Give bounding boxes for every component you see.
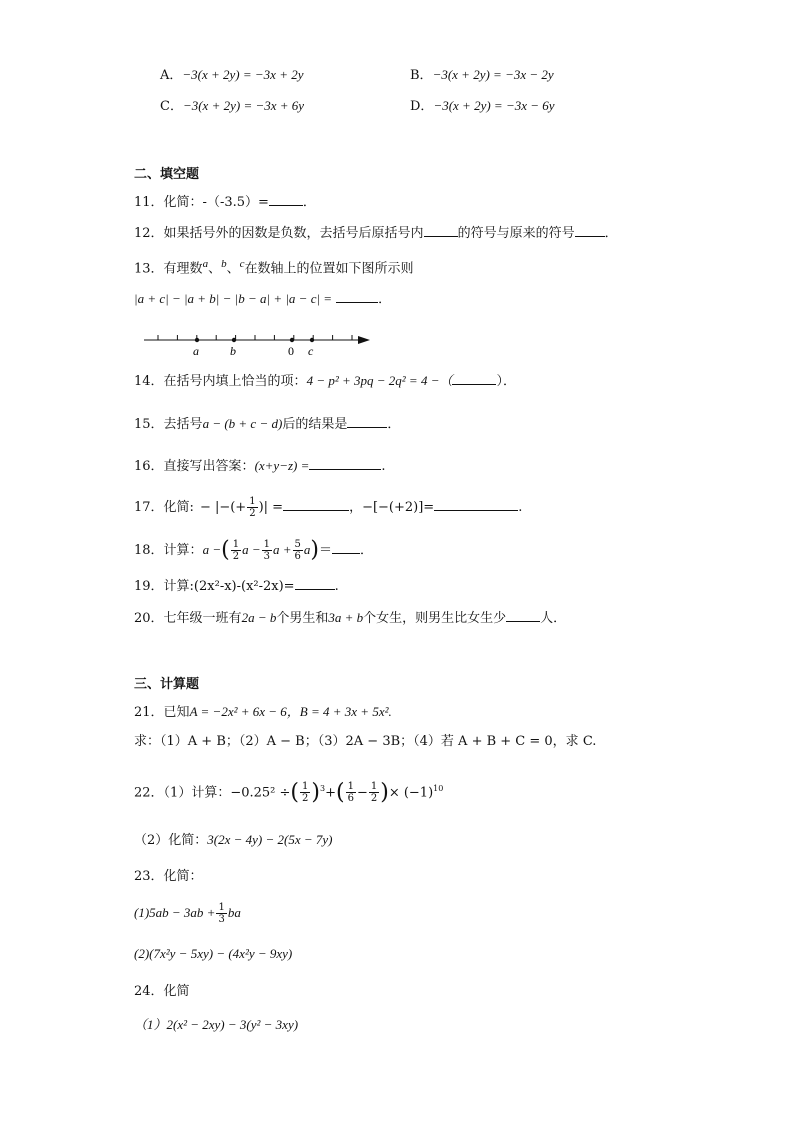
q12-end: ． (604, 226, 618, 241)
q22-frac-2-den: 6 (347, 793, 354, 805)
q15-end: ． (387, 417, 401, 432)
q17-number: 17． (134, 500, 164, 515)
q11-text: 化简：-（-3.5）= (163, 195, 269, 210)
q22-exponent-1: 3 (319, 784, 326, 793)
q18-pre: a − (202, 542, 222, 557)
q24-sub-1 (134, 1016, 298, 1035)
q21-text: 已知 (163, 705, 190, 720)
q11-blank (269, 193, 303, 206)
question-18 (134, 537, 373, 564)
q23-sub-1 (134, 900, 241, 927)
option-a-label: A． (160, 68, 183, 83)
q14-text: 在括号内填上恰当的项： (163, 374, 307, 389)
option-d-label: D． (410, 99, 434, 114)
option-c (160, 97, 304, 116)
q14-number: 14． (134, 374, 164, 389)
q16-expression: (x+y−z) = (254, 458, 310, 473)
q17-fraction (247, 496, 257, 519)
q18-frac-3 (293, 539, 303, 562)
q22-frac-1-num: 1 (302, 781, 309, 793)
q22-frac-3-num: 1 (370, 781, 378, 793)
q20-text-c: 个女生，则男生比女生少 (363, 611, 507, 626)
q15-expression: a − (b + c − d) (202, 416, 283, 431)
number-line-arrow-icon (358, 336, 370, 344)
q14-expression: 4 − p² + 3pq − 2q² = 4 −（ (306, 373, 453, 388)
q15-number: 15． (134, 417, 164, 432)
q24-sub-1-expr: （1）2(x² − 2xy) − 3(y² − 3xy) (134, 1017, 299, 1032)
q20-expr-1: 2a − b (241, 610, 277, 625)
q14-blank (452, 372, 496, 385)
q17-mid: ，−[−(+2)]= (349, 500, 435, 515)
q17-text: 化简: (163, 500, 194, 515)
q18-equals: ＝ (318, 543, 332, 558)
q15-text-a: 去括号 (163, 417, 203, 432)
option-b (410, 66, 554, 85)
q12-text-b: 的符号与原来的符号 (457, 226, 575, 241)
q22-frac-2 (346, 781, 356, 804)
question-20 (134, 609, 566, 628)
q24-number: 24． (134, 984, 164, 999)
q18-frac-1-num: 1 (232, 539, 240, 550)
option-a (160, 66, 304, 85)
q11-number: 11． (134, 195, 164, 210)
q17-blank-1 (283, 498, 349, 511)
q20-expr-2: 3a + b (328, 610, 364, 625)
question-21 (134, 703, 392, 722)
q23-sub-1-tail: ba (227, 905, 241, 920)
q18-frac-2-den: 3 (263, 551, 270, 562)
q20-blank (506, 609, 540, 622)
q24-text: 化简 (163, 984, 190, 999)
q13-text-a: 有理数 (163, 261, 203, 277)
q11-end: ． (302, 195, 316, 210)
q23-sub-2 (134, 945, 292, 964)
q13-sep-1: 、 (208, 261, 222, 277)
question-15 (134, 415, 400, 434)
q16-number: 16． (134, 459, 164, 474)
q21-number: 21． (134, 705, 164, 720)
q22-frac-1-den: 2 (302, 793, 309, 805)
option-c-expr: −3(x + 2y) = −3x + 6y (182, 98, 305, 113)
q18-frac-2-num: 1 (263, 539, 270, 550)
question-17 (134, 495, 522, 521)
q18-number: 18． (134, 543, 164, 558)
q13-number: 13． (134, 261, 164, 277)
q15-blank (347, 415, 387, 428)
q19-end: . (334, 579, 339, 594)
q22-expr-pre: −0.25² ÷ (230, 785, 291, 801)
point-b (232, 338, 236, 342)
q18-right-paren: ) (310, 537, 319, 563)
point-zero (290, 338, 294, 342)
q16-blank (309, 457, 381, 470)
q22-paren-close-2: ) (380, 779, 389, 805)
q22-frac-1 (300, 781, 310, 804)
q20-text-a: 七年级一班有 (163, 611, 242, 626)
q22-minus: − (356, 785, 368, 801)
q22-number: 22． (134, 785, 164, 801)
option-d (410, 97, 555, 116)
option-b-label: B． (410, 68, 433, 83)
option-a-expr: −3(x + 2y) = −3x + 2y (182, 67, 304, 82)
question-14 (134, 372, 516, 391)
question-16 (134, 457, 386, 476)
q22-part-2: （2）化简： (134, 833, 208, 848)
q22-paren-close-1: ) (311, 779, 320, 805)
section-title-calculation: 三、计算题 (134, 677, 200, 692)
q22-part-1: （1）计算： (163, 785, 231, 801)
q19-text: 计算:(2x²-x)-(x²-2x)= (163, 579, 295, 594)
q22-expr-2: 3(2x − 4y) − 2(5x − 7y) (207, 832, 333, 847)
axis-label-zero: 0 (288, 344, 294, 358)
point-a (195, 338, 199, 342)
q23-text: 化简： (163, 869, 203, 884)
q22-paren-open-2: ( (335, 779, 345, 805)
q18-frac-3-num: 5 (294, 539, 301, 550)
q13-var-b: b (221, 258, 227, 270)
q22-tail: × (−1) (388, 785, 434, 801)
q17-pre: − |−(+ (199, 500, 247, 515)
q13-end: ． (378, 292, 392, 307)
q16-end: . (381, 459, 386, 474)
q14-end: ）． (496, 374, 516, 389)
axis-label-a: a (193, 344, 199, 358)
q17-frac-num: 1 (249, 496, 256, 507)
q12-number: 12． (134, 226, 164, 241)
question-19 (134, 577, 339, 596)
axis-label-c: c (308, 344, 314, 358)
q23-frac-num: 1 (218, 902, 225, 913)
q13-text-b: 在数轴上的位置如下图所示则 (244, 261, 414, 277)
option-c-label: C． (160, 99, 183, 114)
question-22 (134, 774, 443, 808)
q19-blank (295, 577, 335, 590)
q18-frac-1 (231, 539, 241, 562)
q20-end: 人． (540, 611, 567, 626)
q18-frac-1-den: 2 (232, 551, 240, 562)
q18-left-paren: ( (221, 537, 230, 563)
q13-sep-2: 、 (226, 261, 240, 277)
q22-frac-3-den: 2 (370, 793, 378, 805)
option-d-expr: −3(x + 2y) = −3x − 6y (433, 98, 555, 113)
question-11 (134, 193, 316, 212)
q12-text-a: 如果括号外的因数是负数，去括号后原括号内 (163, 226, 424, 241)
q18-term-1: a − (242, 542, 261, 557)
q16-text: 直接写出答案： (163, 459, 255, 474)
q18-blank (332, 541, 360, 554)
question-12 (134, 224, 618, 243)
q21-line-2: 求：（1）A + B；（2）A − B；（3）2A − 3B；（4）若 A + B + C = 0，求 C. (134, 734, 597, 749)
q13-var-a: a (202, 258, 209, 270)
q22-paren-open-1: ( (290, 779, 299, 805)
q18-term-3: a (303, 542, 311, 557)
q15-text-b: 后的结果是 (282, 417, 348, 432)
q17-end: . (518, 500, 523, 515)
q12-blank-1 (424, 224, 458, 237)
number-line-ticks (158, 335, 352, 340)
q18-end: ． (359, 543, 373, 558)
q18-text: 计算： (163, 543, 203, 558)
number-line (140, 328, 380, 360)
axis-label-b: b (230, 344, 236, 358)
q17-blank-2 (434, 498, 518, 511)
question-13 (134, 255, 414, 278)
q12-blank-2 (575, 224, 605, 237)
q22-exponent-2: 10 (433, 784, 444, 793)
question-23 (134, 868, 203, 886)
q13-var-c: c (239, 258, 245, 270)
question-24 (134, 983, 190, 1001)
q23-frac-den: 3 (218, 914, 225, 925)
q17-post: )| = (258, 500, 284, 515)
section-title-fill-blank: 二、填空题 (134, 167, 200, 182)
q23-frac (216, 902, 226, 925)
q23-number: 23． (134, 869, 164, 884)
q13-expression: |a + c| − |a + b| − |b − a| + |a − c| = (134, 291, 333, 306)
q22-frac-3 (369, 781, 379, 804)
q23-sub-2-expr: (2)(7x²y − 5xy) − (4x²y − 9xy) (134, 946, 293, 961)
q18-frac-2 (262, 539, 272, 562)
q18-frac-3-den: 6 (294, 551, 301, 562)
q22-frac-2-num: 1 (347, 781, 354, 793)
q13-blank (336, 290, 378, 303)
q13-expression-line (134, 290, 391, 309)
q19-number: 19． (134, 579, 164, 594)
point-c (310, 338, 314, 342)
q23-sub-1-expr: (1)5ab − 3ab + (134, 905, 216, 920)
q22-plus: + (325, 785, 336, 801)
option-b-expr: −3(x + 2y) = −3x − 2y (432, 67, 554, 82)
q17-frac-den: 2 (249, 508, 256, 519)
q21-expression: A = −2x² + 6x − 6，B = 4 + 3x + 5x². (189, 704, 392, 719)
q20-text-b: 个男生和 (276, 611, 329, 626)
q22-part-2-line (134, 831, 333, 850)
q20-number: 20． (134, 611, 164, 626)
q18-term-2: a + (272, 542, 292, 557)
